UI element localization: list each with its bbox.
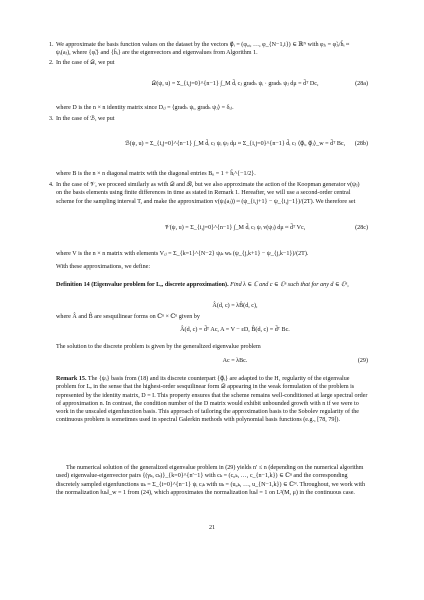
definition-equation-1: Â(d, c) = λB̂(d, c), — [212, 303, 258, 309]
remark-text: The {ψᵢ} basis from (18) and its discrete counterpart {φ⃗ᵢ} are adapted to the H₁ regularity of the eigenvalue problem for Lₑ in the sense that the highest-order sesquilinear form 𝒟 appearing in the weak formulation of the problem is represented by the identity matrix, D = I. This property ensures that the scheme remains well-conditioned at large spectral order of approximation n. In contrast, the condition number of the D matrix would exhibit unbounded growth with n if we were to work in the unscaled eigenfunction basis. This approach of tailoring the approximation basis to the Sobolev regularity of the continuous problem is sometimes used in spectral Galerkin methods with polynomial basis functions (e.g., [78, 79]). — [56, 376, 368, 424]
equation-28b: ℬ(ψ, u) = Σ_{i,j=0}^{n−1} ∫_M d̄ᵢ cⱼ ψᵢ ψⱼ dμ ≈ Σ_{i,j=0}^{n−1} d̄ᵢ cⱼ ⟨φ⃗ᵢ, φ⃗ⱼ⟩_w = d̄ᵀ Bc, — [124, 141, 346, 147]
page-number: 21 — [208, 525, 216, 531]
list-text: In the case of 𝒱, we proceed similarly as with 𝒟 and ℬ, but we also approximate the action of the Koopman generator v(ψⱼ) on the basis elements using finite differences in time as stated in Remark 1. Hereafter, we will use a second-order central scheme for the sampling interval T, and make the approximation v(ψᵢ(aⱼ)) ≈ (ψ_{i,j+1} − ψ_{i,j−1})/(2T). We therefore set — [56, 182, 360, 205]
list-item-2 — [49, 59, 362, 67]
list-item-1 — [49, 41, 362, 58]
list-text: We approximate the basis function values on the dataset by the vectors φ⃗ᵢ = (φ₀ᵢ, …, φ_{N−1,i}) ∈ ℝᴺ with φⱼᵢ = φ̃ⱼᵢ/ĥᵢ ≈ ψᵢ(aⱼ), where {φ̃ᵢ} and {ĥᵢ} are the eigenvectors and eigenvalues from Algorithm 1. — [56, 42, 350, 57]
definition-text: Find λ ∈ ℂ and c ∈ ℂⁿ such that for any d ∈ ℂⁿ, — [230, 282, 349, 288]
definition-mid-text: where Â and B̂ are sesquilinear forms on ℂⁿ × ℂⁿ given by — [56, 314, 200, 320]
equation-28c: 𝒱(ψ, u) = Σ_{i,j=0}^{n−1} ∫_M d̄ᵢ cⱼ ψᵢ v(ψⱼ) dμ ≈ d̄ᵀ Vc, — [164, 225, 306, 231]
equation-number: (28c) — [355, 225, 368, 231]
definition-equation-2: Â(d, c) = d̄ᵀ Ac, A = V − εD, B̂(d, c) = d̄ᵀ Bc. — [180, 327, 290, 333]
list-item-3 — [49, 115, 362, 123]
list-number: 2. — [49, 60, 54, 66]
definition-14 — [56, 281, 369, 289]
with-these-text: With these approximations, we define: — [56, 264, 151, 270]
equation-number: (28b) — [354, 141, 368, 147]
list-item-3-after: where B is the n × n diagonal matrix with the diagonal entries Bᵢᵢ = 1 + ĥᵢ^{−1/2}. — [56, 171, 256, 177]
remark-heading: Remark 15. — [56, 376, 87, 382]
equation-29: Ac = λBc. — [222, 358, 248, 364]
final-paragraph: The numerical solution of the generalized eigenvalue problem in (29) yields n′ ≤ n (depending on the numerical algorithm used) eigenvalue-eigenvector pairs {(γₖ, cₖ)}_{k=0}^{n′−1} with cₖ = (c₀ₖ, …, c_{n−1,k}) ∈ ℂⁿ and the corresponding discretely sampled eigenfunctions uₖ = Σ_{i=0}^{n−1} ψᵢ cᵢₖ with uₖ = (u₀ₖ, …, u_{N−1,k}) ∈ ℂᴺ. Throughout, we work with the normalization ‖uₖ‖_w = 1 from (24), which approximates the normalization ‖uₖ‖ = 1 on L²(M, μ) in the continuous case. — [56, 465, 365, 496]
list-number: 1. — [49, 42, 54, 48]
list-number: 4. — [49, 182, 54, 188]
remark-15 — [56, 375, 369, 425]
list-text: In the case of 𝒟, we put — [56, 60, 115, 66]
equation-number: (29) — [357, 358, 368, 364]
list-item-4 — [49, 181, 362, 206]
equation-28a: 𝒟(ψ, u) = Σ_{i,j=0}^{n−1} ∫_M d̄ᵢ cⱼ gradₕ ψᵢ · gradₕ ψⱼ dμ = d̄ᵀ Dc, — [151, 81, 319, 87]
list-item-4-after: where V is the n × n matrix with elements Vᵢⱼ = Σ_{k=1}^{N−2} ψᵢₖ wₖ (ψ_{j,k+1} − ψ_{j,k−1})/(2T). — [56, 251, 309, 257]
definition-heading: Definition 14 (Eigenvalue problem for Lₑ, discrete approximation). — [56, 282, 229, 288]
list-item-2-after: where D is the n × n identity matrix since Dᵢⱼ = ⟨gradₕ ψᵢ, gradₕ ψⱼ⟩ = δᵢⱼ. — [56, 105, 234, 111]
list-text: In the case of ℬ, we put — [56, 116, 115, 122]
equation-number: (28a) — [355, 81, 368, 87]
solution-text: The solution to the discrete problem is given by the generalized eigenvalue problem — [56, 344, 261, 350]
list-number: 3. — [49, 116, 54, 122]
